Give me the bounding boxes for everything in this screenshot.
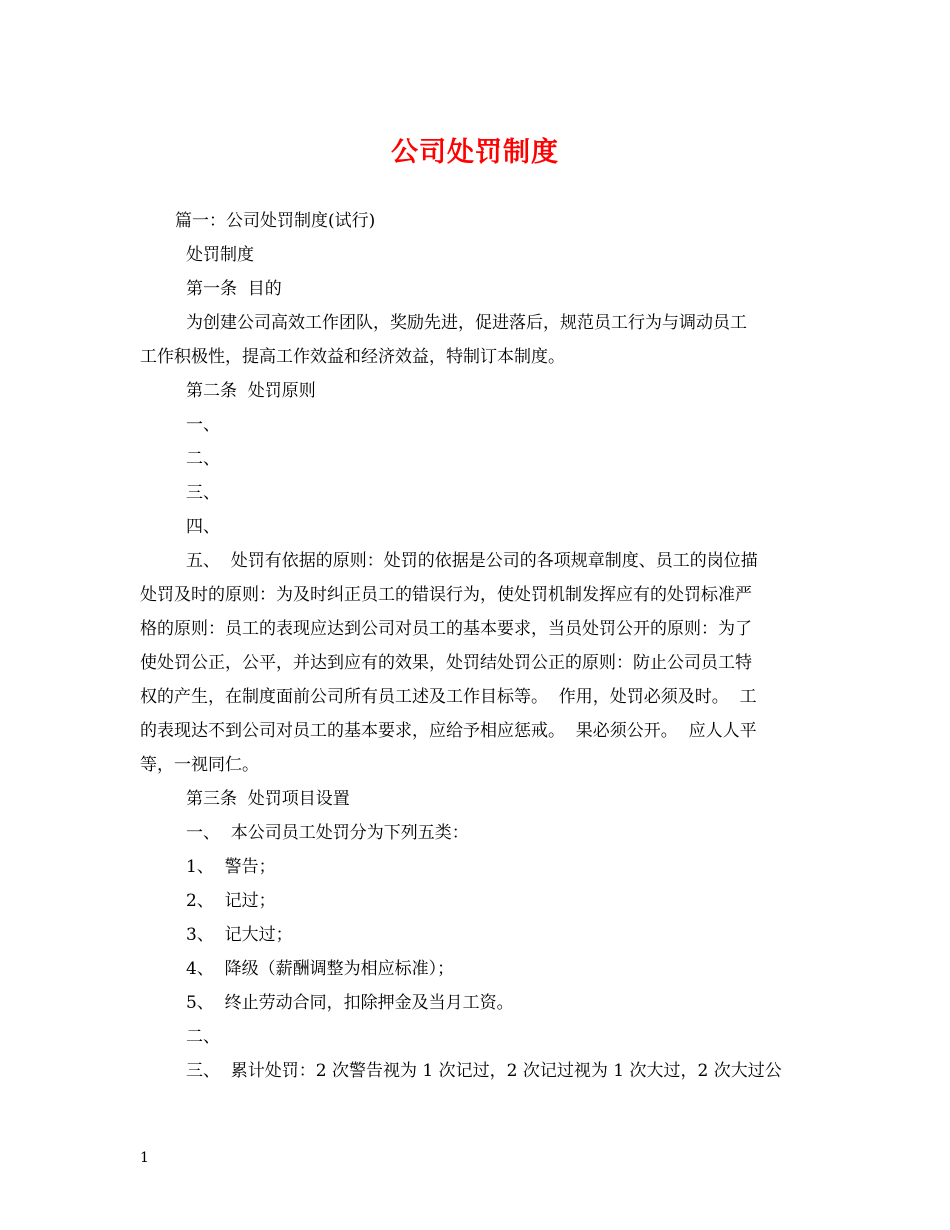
text-line: 第一条 目的 <box>186 279 282 299</box>
document-title: 公司处罚制度 <box>391 137 559 168</box>
text-line: 3、 记大过； <box>186 925 293 945</box>
text-line: 的表现达不到公司对员工的基本要求，应给予相应惩戒。 果必须公开。 应人人平 <box>140 721 757 741</box>
text-line: 二、 <box>186 1027 220 1047</box>
text-line: 等，一视同仁。 <box>140 755 259 775</box>
text-line: 权的产生，在制度面前公司所有员工述及工作目标等。 作用，处罚必须及时。 工 <box>140 687 757 707</box>
page-number: 1 <box>140 1150 149 1166</box>
text-line: 二、 <box>186 449 220 469</box>
text-line: 为创建公司高效工作团队，奖励先进，促进落后，规范员工行为与调动员工 <box>186 313 747 333</box>
text-line: 4、 降级（薪酬调整为相应标准）； <box>186 959 455 979</box>
text-line: 工作积极性，提高工作效益和经济效益，特制订本制度。 <box>140 347 565 367</box>
document-body <box>140 204 813 1088</box>
text-line: 5、 终止劳动合同，扣除押金及当月工资。 <box>186 993 514 1013</box>
text-line: 使处罚公正，公平，并达到应有的效果，处罚结处罚公正的原则：防止公司员工特 <box>140 653 752 673</box>
text-line: 五、 处罚有依据的原则：处罚的依据是公司的各项规章制度、员工的岗位描 <box>186 551 758 571</box>
text-line: 1、 警告； <box>186 857 276 877</box>
text-line: 第三条 处罚项目设置 <box>186 789 350 809</box>
text-line: 一、 本公司员工处罚分为下列五类： <box>186 823 469 843</box>
text-line: 第二条 处罚原则 <box>186 381 316 401</box>
text-line: 篇一：公司处罚制度(试行) <box>175 211 376 231</box>
text-line: 三、 <box>186 483 220 503</box>
text-line: 四、 <box>186 517 220 537</box>
text-line: 格的原则：员工的表现应达到公司对员工的基本要求，当员处罚公开的原则：为了 <box>140 619 752 639</box>
text-line: 处罚制度 <box>186 245 254 265</box>
text-line: 一、 <box>186 415 220 435</box>
text-line: 处罚及时的原则：为及时纠正员工的错误行为，使处罚机制发挥应有的处罚标准严 <box>140 585 752 605</box>
text-line: 2、 记过； <box>186 891 276 911</box>
text-line: 三、 累计处罚：2 次警告视为 1 次记过，2 次记过视为 1 次大过，2 次大过公 <box>186 1061 782 1081</box>
